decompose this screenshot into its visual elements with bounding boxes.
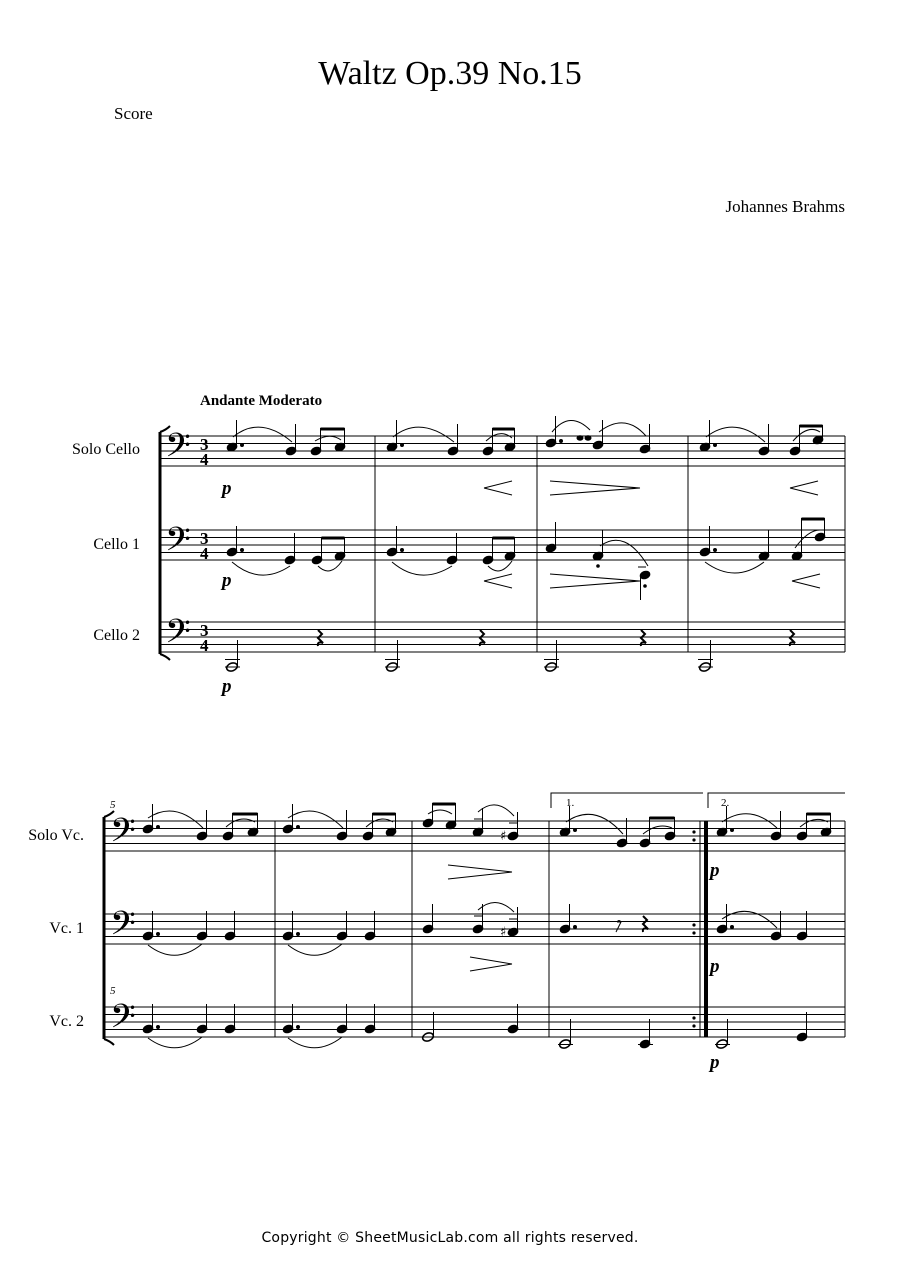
copyright-footer: Copyright © SheetMusicLab.com all rights reserved. xyxy=(261,1230,639,1246)
notes-cello-2-system-1 xyxy=(225,630,795,672)
system-1 xyxy=(160,426,845,660)
clefs-system-1 xyxy=(165,427,191,659)
dynamic-piano: p xyxy=(710,956,720,977)
time-sig-top: 3 xyxy=(200,435,209,454)
volta-1-label: 1. xyxy=(566,797,575,809)
dynamics-system-2 xyxy=(708,860,720,1073)
bass-clef-icon: 𝄢 xyxy=(165,521,191,567)
instrument-label-vc-1: Vc. 1 xyxy=(49,920,84,937)
staff-solo-vc xyxy=(104,821,845,851)
svg-text:♯: ♯ xyxy=(500,925,507,940)
staff-solo-cello xyxy=(160,436,845,466)
bass-clef-icon: 𝄢 xyxy=(110,905,136,951)
instrument-label-cello-1: Cello 1 xyxy=(93,536,140,553)
clefs-system-2 xyxy=(110,812,136,1044)
time-sig-top: 3 xyxy=(200,621,209,640)
dynamic-piano: p xyxy=(710,1052,720,1073)
time-sig-bottom: 4 xyxy=(200,636,209,655)
notes-solo-cello-system-1 xyxy=(226,416,824,495)
time-signatures xyxy=(200,435,209,655)
measure-number: 5 xyxy=(110,799,116,811)
time-sig-bottom: 4 xyxy=(200,544,209,563)
staff-cello-1 xyxy=(160,530,845,560)
page-title: Waltz Op.39 No.15 xyxy=(318,55,582,92)
notes-vc-2-system-2 xyxy=(142,1004,808,1049)
dynamic-piano: p xyxy=(222,570,232,591)
measure-number: 5 xyxy=(110,985,116,997)
staff-vc-2 xyxy=(104,1007,845,1037)
volta-2-label: 2. xyxy=(721,797,730,809)
bass-clef-icon: 𝄢 xyxy=(110,998,136,1044)
voltas xyxy=(551,793,845,808)
notes-solo-vc-system-2 xyxy=(142,803,832,879)
bass-clef-icon: 𝄢 xyxy=(165,427,191,473)
time-sig-bottom: 4 xyxy=(200,450,209,469)
instrument-label-vc-2: Vc. 2 xyxy=(49,1013,84,1030)
score-subtitle: Score xyxy=(114,104,153,123)
instrument-label-solo-vc: Solo Vc. xyxy=(28,827,84,844)
instrument-label-solo-cello: Solo Cello xyxy=(71,441,140,458)
staff-cello-2 xyxy=(160,622,845,652)
svg-text:♯: ♯ xyxy=(500,829,507,844)
composer-name: Johannes Brahms xyxy=(725,197,845,216)
tempo-marking: Andante Moderato xyxy=(200,393,323,409)
instrument-label-cello-2: Cello 2 xyxy=(93,627,140,644)
time-sig-top: 3 xyxy=(200,529,209,548)
bass-clef-icon: 𝄢 xyxy=(110,812,136,858)
dynamic-piano: p xyxy=(222,478,232,499)
dynamic-piano: p xyxy=(710,860,720,881)
dynamic-piano: p xyxy=(222,676,232,697)
bass-clef-icon: 𝄢 xyxy=(165,613,191,659)
